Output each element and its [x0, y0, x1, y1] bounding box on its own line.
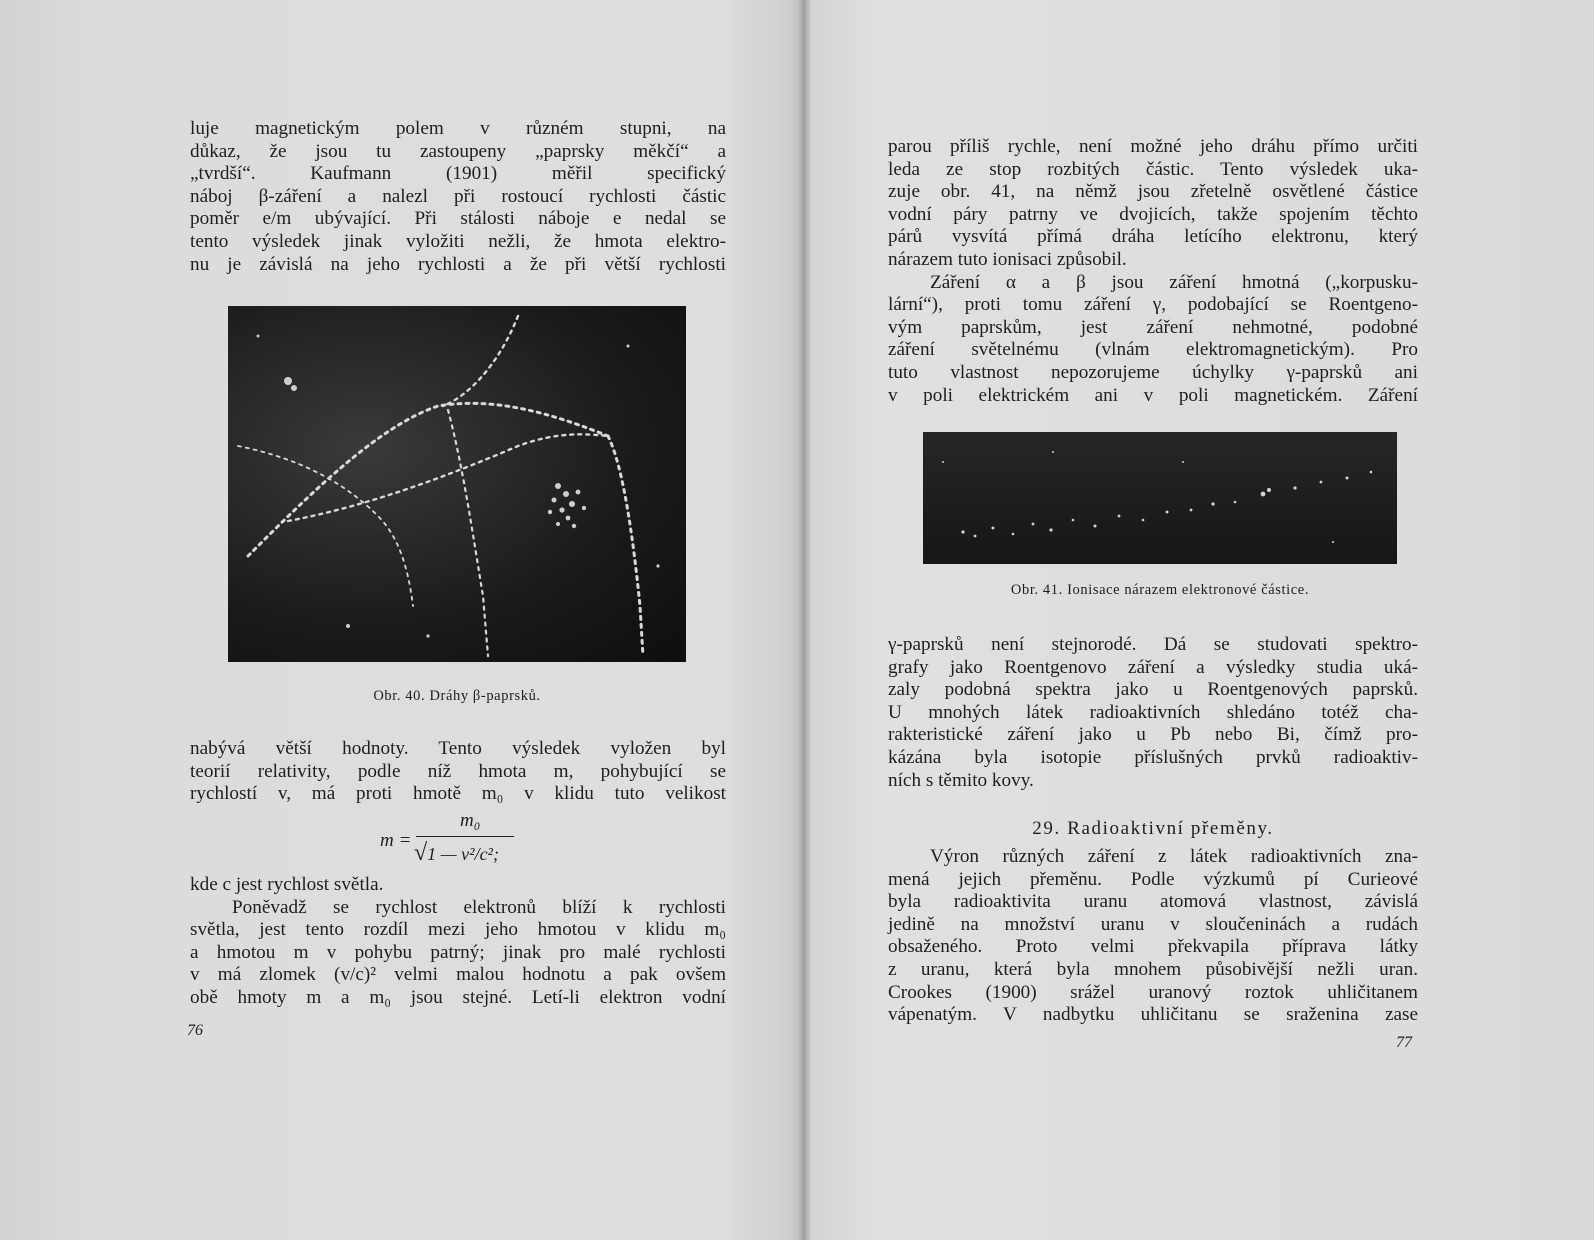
text-line: mená jejich přeměnu. Podle výzkumů pí Curieové: [888, 868, 1418, 890]
formula-end: ;: [492, 844, 499, 864]
figure-40-beta-ray-tracks: [228, 306, 686, 662]
text-line: tuto vlastnost nepozorujeme úchylky γ-paprsků ani: [888, 361, 1418, 383]
text-line: obsaženého. Proto velmi překvapila příprava látky: [888, 936, 1418, 958]
text-line: kde c jest rychlost světla.: [190, 874, 384, 895]
text-line: Poněvadž se rychlost elektronů blíží k rychlosti: [232, 896, 726, 918]
text-line: Crookes (1900) srážel uranový roztok uhličitanem: [888, 981, 1418, 1003]
text-line: jedině na množství uranu v sloučeninách a rudách: [888, 913, 1418, 935]
right-page: [808, 0, 1594, 1240]
text-line: nu je závislá na jeho rychlosti a že při větší rychlosti: [190, 253, 726, 275]
text-line: nabývá větší hodnoty. Tento výsledek vyložen byl: [190, 738, 726, 759]
text-line: důkaz, že jsou tu zastoupeny „paprsky měkčí“ a: [190, 140, 726, 162]
text-line: „tvrdší“. Kaufmann (1901) měřil specifický: [190, 163, 726, 185]
figure-40-caption: Obr. 40. Dráhy β-paprsků.: [373, 688, 541, 704]
text-line: lární“), proti tomu záření γ, podobající se Roentgeno-: [888, 294, 1418, 316]
right-paragraph-2: [888, 634, 1418, 792]
square-root-sign: √: [414, 840, 428, 866]
text-line: párů vysvítá přímá dráha letícího elektronu, který: [888, 226, 1418, 248]
text-line: nárazem tuto ionisaci způsobil.: [888, 248, 1127, 270]
text-line: ních s těmito kovy.: [888, 769, 1034, 791]
right-paragraph-3: [888, 846, 1418, 1027]
text-line: zaly podobná spektra jako u Roentgenových paprsků.: [888, 679, 1418, 701]
text-line: rychlostí v, má proti hmotě m₀ v klidu tuto velikost: [190, 783, 726, 805]
text-line: vým paprskům, jest záření nehmotné, podobné: [888, 316, 1418, 338]
text-line: teorií relativity, podle níž hmota m, pohybující se: [190, 760, 726, 782]
text-line: v poli elektrickém ani v poli magnetickém. Záření: [888, 384, 1418, 406]
text-line: zuje obr. 41, na němž jsou zřetelně osvětlené částice: [888, 181, 1418, 203]
text-line: obě hmoty m a m₀ jsou stejné. Letí-li elektron vodní: [190, 986, 726, 1008]
page-number-right: 77: [1396, 1034, 1412, 1051]
text-line: vodní páry patrny ve dvojicích, takže spojením těchto: [888, 203, 1418, 225]
left-paragraph-3: [190, 874, 726, 1010]
text-line: poměr e/m ubývající. Při stálosti náboje e nedal se: [190, 208, 726, 230]
fraction-bar: [416, 836, 514, 837]
ionisation-track-photo: [923, 432, 1397, 564]
text-line: Výron různých záření z látek radioaktivních zna-: [930, 846, 1418, 867]
text-line: γ-paprsků není stejnorodé. Dá se studovati spektro-: [888, 634, 1418, 655]
denominator-expression: 1 — v²/c²: [427, 844, 493, 864]
text-line: z uranu, která byla mnohem působivější nežli uran.: [888, 958, 1418, 980]
relativistic-mass-formula: [374, 808, 554, 870]
cloud-chamber-photo: [228, 306, 686, 662]
figure-41-caption: Obr. 41. Ionisace nárazem elektronové částice.: [1010, 582, 1310, 598]
section-heading: 29. Radioaktivní přeměny.: [1032, 818, 1274, 839]
text-line: tento výsledek jinak vyložiti nežli, že hmota elektro-: [190, 230, 726, 252]
formula-lhs: m =: [380, 830, 412, 851]
text-line: luje magnetickým polem v různém stupni, na: [190, 118, 726, 139]
text-line: leda ze stop rozbitých částic. Tento výsledek uka-: [888, 158, 1418, 180]
text-line: záření světelnému (vlnám elektromagnetickým). Pro: [888, 339, 1418, 361]
text-line: a hmotou m v pohybu patrný; jinak pro malé rychlosti: [190, 941, 726, 963]
left-paragraph-2: [190, 738, 726, 806]
text-line: v má zlomek (v/c)² velmi malou hodnotu a pak ovšem: [190, 964, 726, 986]
formula-numerator: m₀: [460, 810, 481, 831]
text-line: vápenatým. V nadbytku uhličitanu se sraženina zase: [888, 1004, 1418, 1026]
text-line: U mnohých látek radioaktivních shledáno totéž cha-: [888, 701, 1418, 723]
right-paragraph-1: [888, 136, 1418, 407]
figure-41-ionisation-photo: [923, 432, 1397, 564]
text-line: Záření α a β jsou záření hmotná („korpusku-: [930, 271, 1418, 293]
page-number-left: 76: [187, 1022, 203, 1039]
text-line: rakteristické záření jako u Pb nebo Bi, čímž pro-: [888, 724, 1418, 746]
left-paragraph-1: [190, 118, 726, 276]
text-line: kázána byla isotopie příslušných prvků radioaktiv-: [888, 746, 1418, 768]
text-line: parou příliš rychle, není možné jeho dráhu přímo určiti: [888, 136, 1418, 157]
text-line: světla, jest tento rozdíl mezi jeho hmotou v klidu m₀: [190, 919, 726, 941]
text-line: byla radioaktivita uranu atomová vlastnost, závislá: [888, 891, 1418, 913]
text-line: grafy jako Roentgenovo záření a výsledky studia uká-: [888, 656, 1418, 678]
text-line: náboj β-záření a nalezl při rostoucí rychlosti částic: [190, 185, 726, 207]
formula-denominator: [414, 840, 499, 867]
